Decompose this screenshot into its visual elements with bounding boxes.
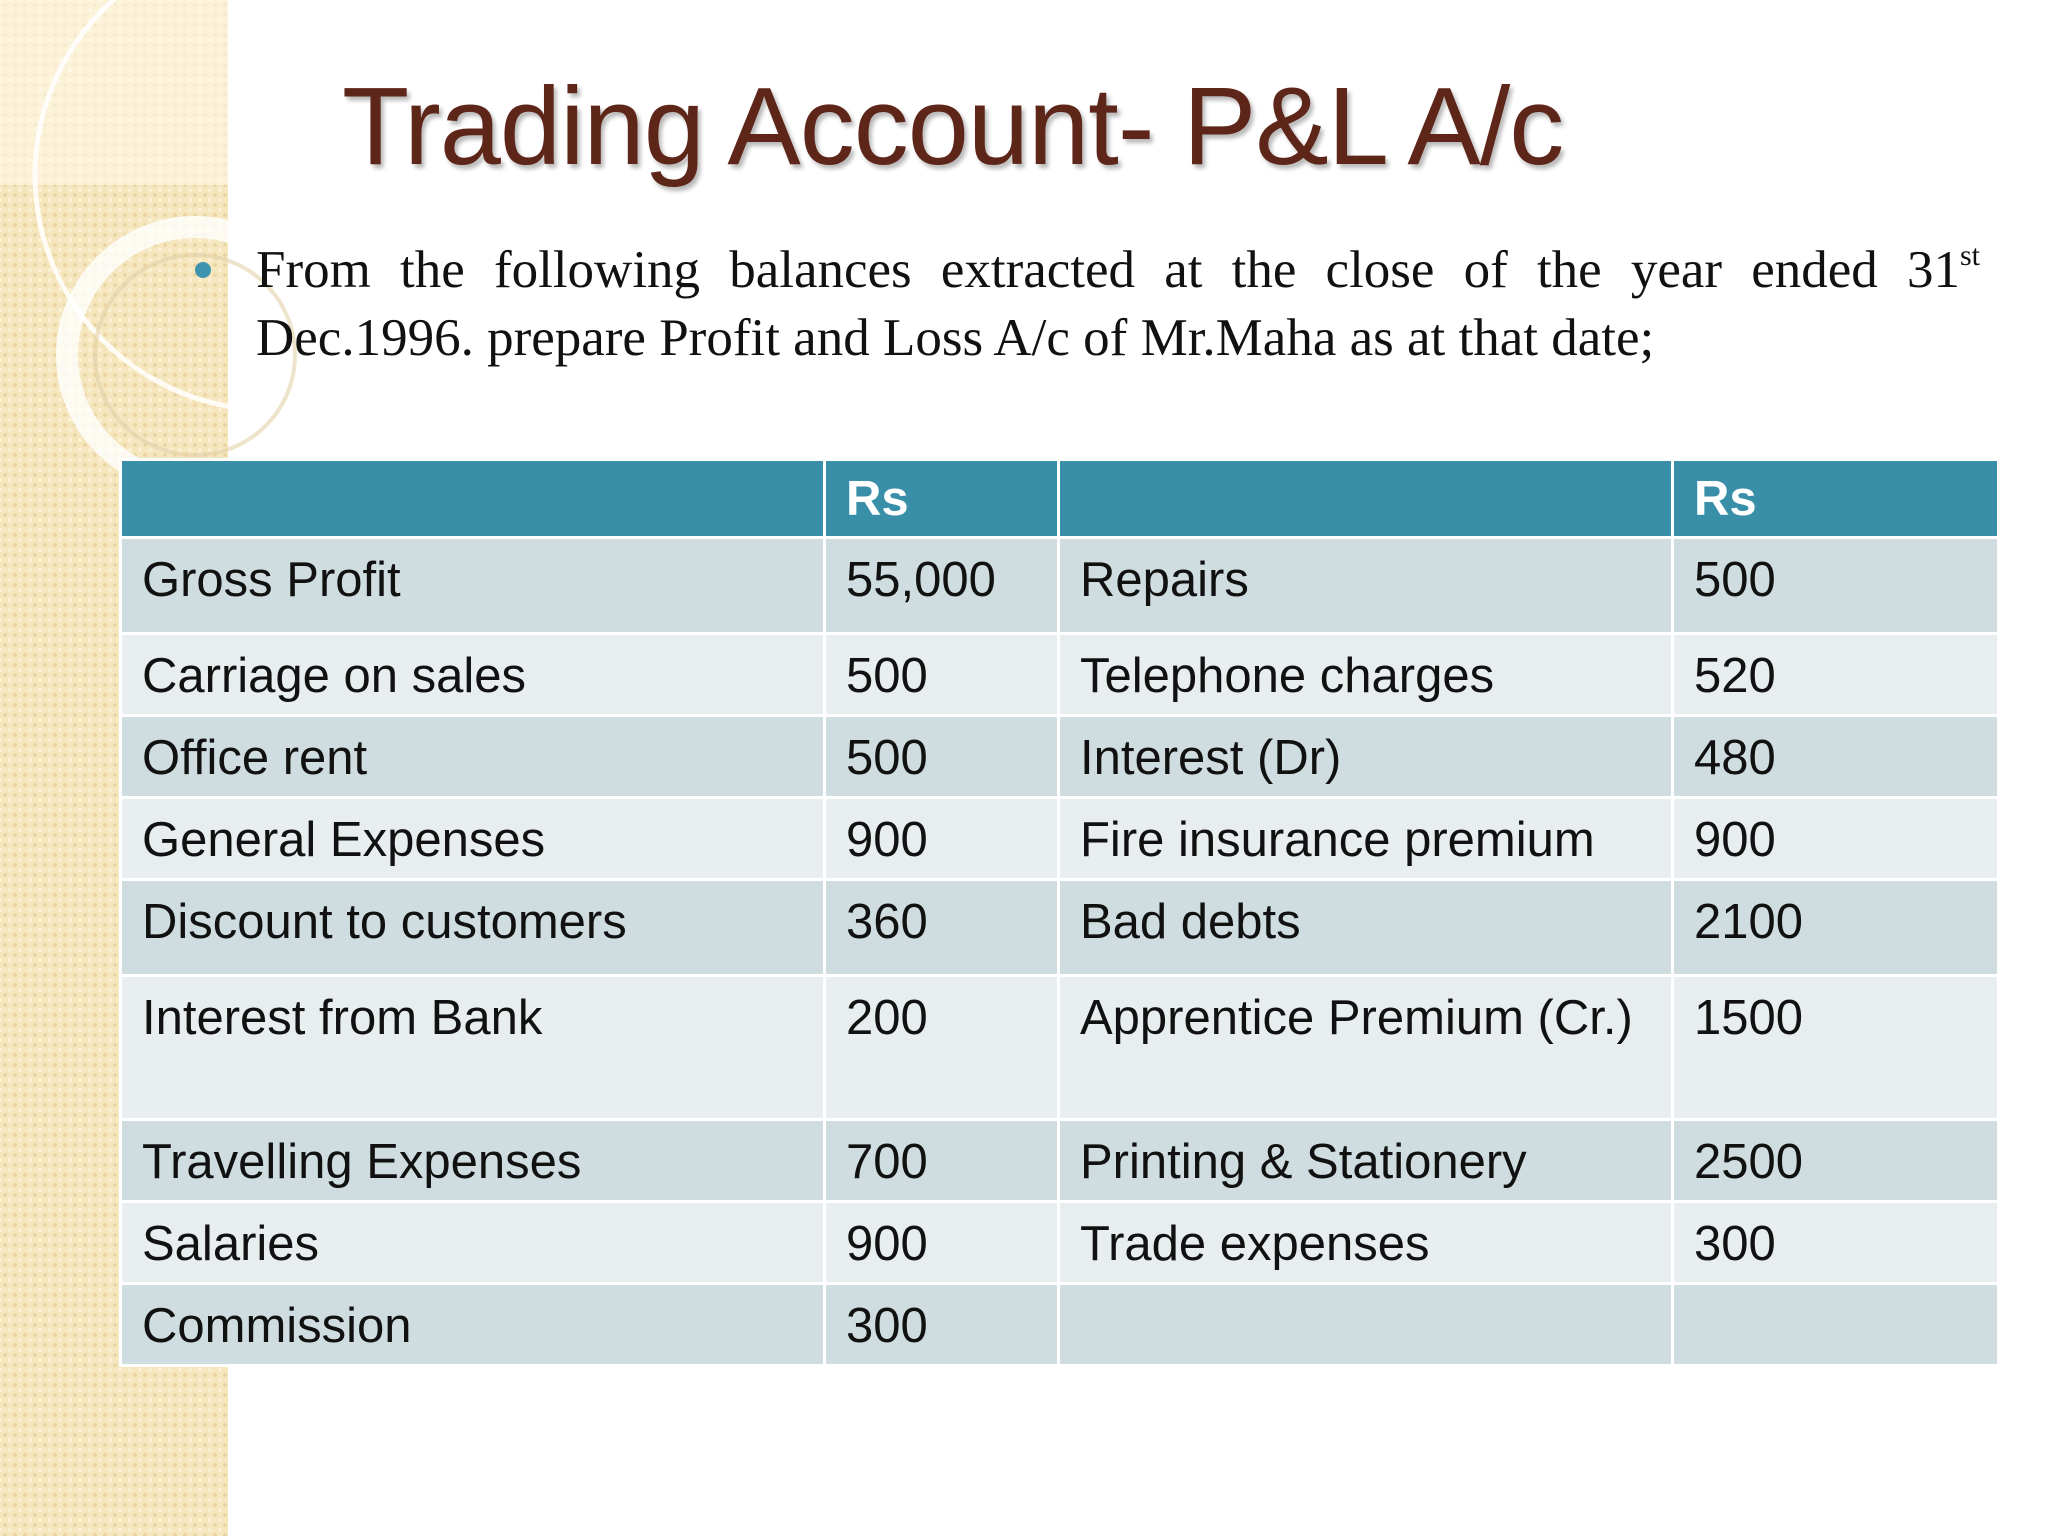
amount: 2500 [1673,1120,1999,1202]
table-row [121,634,1999,716]
account-name: Fire insurance premium [1059,798,1673,880]
account-name: Interest (Dr) [1059,716,1673,798]
amount: 500 [825,634,1059,716]
table-row [121,1202,1999,1284]
amount: 900 [825,798,1059,880]
account-name: Travelling Expenses [121,1120,825,1202]
table-header-row [121,460,1999,538]
header-cell: Rs [1673,460,1999,538]
account-name: Office rent [121,716,825,798]
amount [1673,1284,1999,1366]
account-name: Discount to customers [121,880,825,976]
account-name: Interest from Bank [121,976,825,1120]
amount: 1500 [1673,976,1999,1120]
amount: 360 [825,880,1059,976]
account-name: Gross Profit [121,538,825,634]
amount: 55,000 [825,538,1059,634]
amount: 300 [1673,1202,1999,1284]
amount: 520 [1673,634,1999,716]
account-name: Bad debts [1059,880,1673,976]
table-row [121,880,1999,976]
account-name: Repairs [1059,538,1673,634]
account-name: Apprentice Premium (Cr.) [1059,976,1673,1120]
account-name [1059,1284,1673,1366]
table-row [121,1284,1999,1366]
table-row [121,716,1999,798]
amount: 480 [1673,716,1999,798]
amount: 500 [1673,538,1999,634]
intro-superscript: st [1959,239,1980,272]
account-name: General Expenses [121,798,825,880]
bullet-dot-icon [195,262,211,278]
table-row [121,538,1999,634]
balances-table [119,458,2000,1367]
amount: 900 [1673,798,1999,880]
amount: 200 [825,976,1059,1120]
account-name: Salaries [121,1202,825,1284]
header-cell [1059,460,1673,538]
amount: 900 [825,1202,1059,1284]
account-name: Telephone charges [1059,634,1673,716]
table-row [121,798,1999,880]
table-row [121,976,1999,1120]
intro-tail: Dec.1996. prepare Profit and Loss A/c of Mr.Maha as at that date; [256,309,1655,367]
amount: 300 [825,1284,1059,1366]
header-cell [121,460,825,538]
account-name: Commission [121,1284,825,1366]
account-name: Trade expenses [1059,1202,1673,1284]
slide-title: Trading Account- P&L A/c [342,65,1564,188]
intro-main: From the following balances extracted at the close of the year ended 31 [256,241,1960,299]
amount: 500 [825,716,1059,798]
amount: 2100 [1673,880,1999,976]
account-name: Carriage on sales [121,634,825,716]
table-row [121,1120,1999,1202]
intro-text [256,236,1980,372]
amount: 700 [825,1120,1059,1202]
account-name: Printing & Stationery [1059,1120,1673,1202]
header-cell: Rs [825,460,1059,538]
